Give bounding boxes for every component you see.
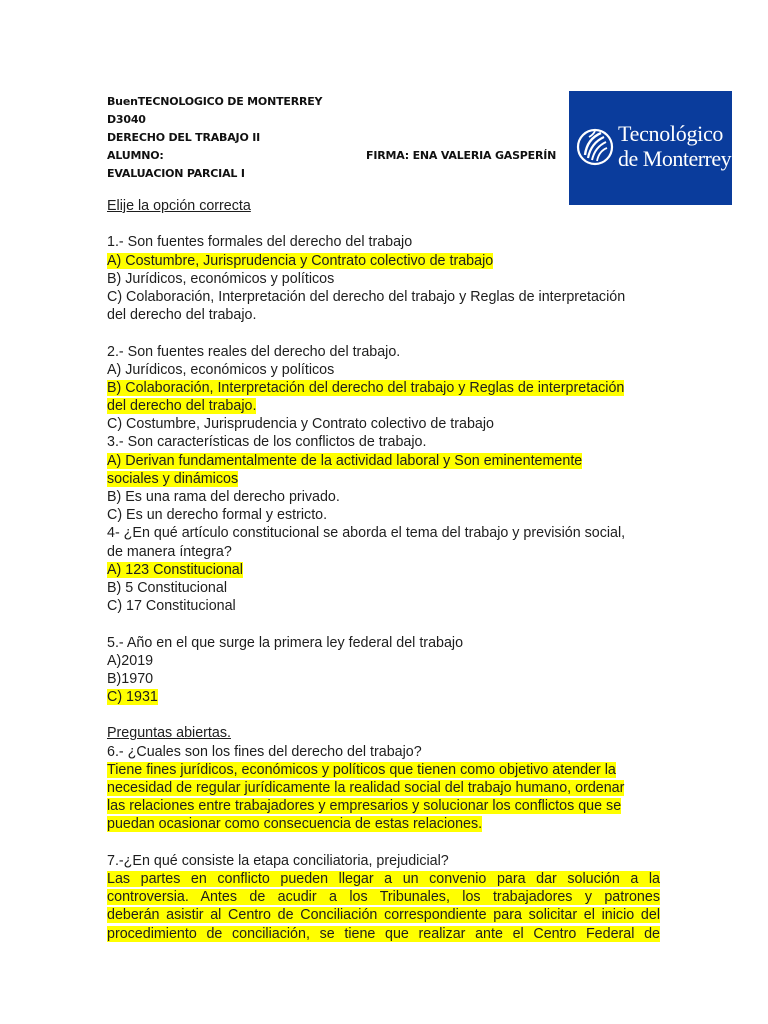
q4-option-a: A) 123 Constitucional bbox=[107, 561, 243, 578]
q4-option-c: C) 17 Constitucional bbox=[107, 598, 236, 615]
q2-option-b-cont: del derecho del trabajo. bbox=[107, 398, 257, 415]
tec-seal-icon bbox=[575, 115, 617, 179]
q2-option-b: B) Colaboración, Interpretación del derecho del trabajo y Reglas de interpretación bbox=[107, 379, 625, 396]
q5-question: 5.- Año en el que surge la primera ley federal del trabajo bbox=[107, 634, 464, 651]
instruction: Elije la opción correcta bbox=[107, 198, 251, 214]
q5-option-b: B)1970 bbox=[107, 670, 154, 687]
q6-answer-line: Tiene fines jurídicos, económicos y políticos que tienen como objetivo atender la bbox=[107, 761, 616, 778]
logo-text-line2: de Monterrey bbox=[618, 146, 732, 171]
q3-option-c: C) Es un derecho formal y estricto. bbox=[107, 507, 328, 524]
q2-question: 2.- Son fuentes reales del derecho del trabajo. bbox=[107, 343, 401, 360]
q7-question: 7.-¿En qué consiste la etapa conciliatoria, prejudicial? bbox=[107, 852, 449, 869]
school-line: BuenTECNOLOGICO DE MONTERREY bbox=[107, 95, 323, 108]
q7-answer-line: deberán asistir al Centro de Conciliación correspondiente para solicitar el inicio del bbox=[107, 907, 660, 924]
student-label: ALUMNO: bbox=[107, 149, 164, 162]
q7-answer-line: procedimiento de conciliación, se tiene que realizar ante el Centro Federal de bbox=[107, 925, 660, 942]
q4-question: 4- ¿En qué artículo constitucional se aborda el tema del trabajo y previsión social, bbox=[107, 525, 626, 542]
logo-text-line1: Tecnológico bbox=[618, 121, 724, 146]
student-row bbox=[107, 147, 557, 165]
q3-option-b: B) Es una rama del derecho privado. bbox=[107, 489, 340, 505]
q5-option-a: A)2019 bbox=[107, 652, 154, 669]
q3-option-a: A) Derivan fundamentalmente de la actividad laboral y Son eminentemente bbox=[107, 452, 583, 469]
q2-option-c: C) Costumbre, Jurisprudencia y Contrato colectivo de trabajo bbox=[107, 416, 494, 433]
q1-option-c-cont: del derecho del trabajo. bbox=[107, 307, 257, 324]
q2-option-a: A) Jurídicos, económicos y políticos bbox=[107, 361, 335, 378]
q5-option-c: C) 1931 bbox=[107, 689, 158, 706]
signature-label: FIRMA: ENA VALERIA GASPERÍN bbox=[366, 149, 557, 162]
q6-answer-line: necesidad de regular jurídicamente la realidad social del trabajo humano, ordenar bbox=[107, 780, 625, 796]
q1-option-b: B) Jurídicos, económicos y políticos bbox=[107, 270, 335, 287]
exam-title: EVALUACION PARCIAL I bbox=[107, 167, 245, 180]
q7-answer-line: controversia. Antes de acudir a los Tribunales, los trabajadores y patrones bbox=[107, 889, 660, 906]
tec-logo bbox=[569, 91, 732, 205]
q7-answer-line: Las partes en conflicto pueden llegar a un convenio para dar solución a la bbox=[107, 870, 660, 887]
q3-option-a-cont: sociales y dinámicos bbox=[107, 470, 239, 487]
q1-option-a: A) Costumbre, Jurisprudencia y Contrato colectivo de trabajo bbox=[107, 252, 494, 269]
q6-answer-line: puedan ocasionar como consecuencia de estas relaciones. bbox=[107, 816, 483, 833]
q1-option-c: C) Colaboración, Interpretación del derecho del trabajo y Reglas de interpretación bbox=[107, 288, 626, 305]
q3-question: 3.- Son características de los conflictos de trabajo. bbox=[107, 434, 427, 451]
course-name: DERECHO DEL TRABAJO II bbox=[107, 131, 261, 144]
document-header bbox=[107, 93, 557, 183]
q4-question-cont: de manera íntegra? bbox=[107, 543, 232, 560]
open-questions-heading: Preguntas abiertas. bbox=[107, 725, 231, 742]
q4-option-b: B) 5 Constitucional bbox=[107, 579, 227, 596]
q6-answer-line: las relaciones entre trabajadores y empresarios y solucionar los conflictos que se bbox=[107, 798, 622, 815]
course-code: D3040 bbox=[107, 113, 146, 126]
q1-question: 1.- Son fuentes formales del derecho del trabajo bbox=[107, 234, 413, 251]
q6-question: 6.- ¿Cuales son los fines del derecho del trabajo? bbox=[107, 743, 422, 760]
exam-body bbox=[107, 197, 660, 943]
